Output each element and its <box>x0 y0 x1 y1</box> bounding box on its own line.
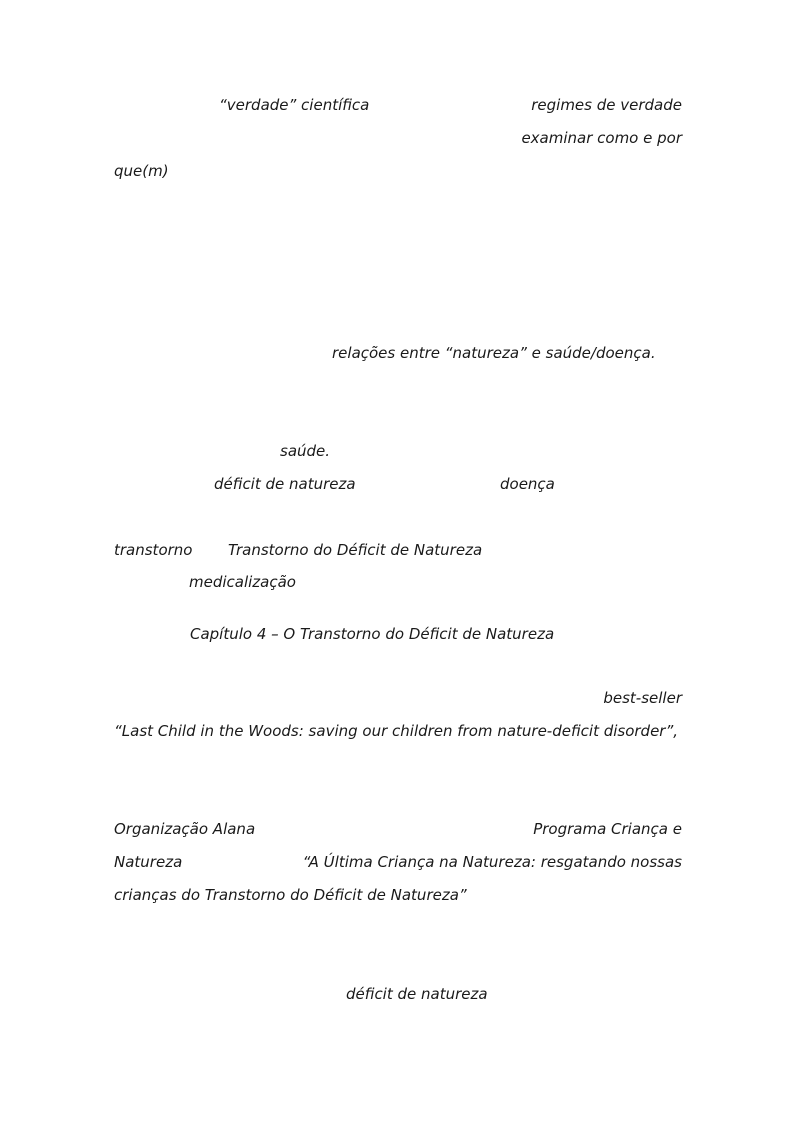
text-medicalizacao: medicalização <box>189 573 296 591</box>
text-organizacao-alana: Organização Alana <box>114 820 256 838</box>
text-ultima-crianca-title-line1: “A Última Criança na Natureza: resgatando nossas <box>302 853 682 871</box>
text-transtorno: transtorno <box>114 541 193 559</box>
text-programa-crianca-e: Programa Criança e <box>533 820 682 838</box>
text-capitulo-4: Capítulo 4 – O Transtorno do Déficit de Natureza <box>190 625 555 643</box>
text-verdade-cientifica: “verdade” científica <box>219 96 370 114</box>
text-best-seller: best-seller <box>603 689 682 707</box>
text-transtorno-deficit-natureza: Transtorno do Déficit de Natureza <box>228 541 483 559</box>
text-deficit-de-natureza: déficit de natureza <box>214 475 356 493</box>
text-deficit-de-natureza-2: déficit de natureza <box>346 985 488 1003</box>
text-relacoes-natureza-saude: relações entre “natureza” e saúde/doença. <box>332 344 656 362</box>
text-ultima-crianca-title-line2: crianças do Transtorno do Déficit de Natureza” <box>114 886 467 904</box>
text-doenca: doença <box>500 475 555 493</box>
text-regimes-de-verdade: regimes de verdade <box>531 96 682 114</box>
text-examinar-como-e-por: examinar como e por <box>521 129 682 147</box>
text-saude: saúde. <box>280 442 331 460</box>
text-last-child-title: “Last Child in the Woods: saving our children from nature-deficit disorder”, <box>114 722 679 740</box>
text-que-m: que(m) <box>114 162 169 180</box>
text-natureza: Natureza <box>114 853 183 871</box>
